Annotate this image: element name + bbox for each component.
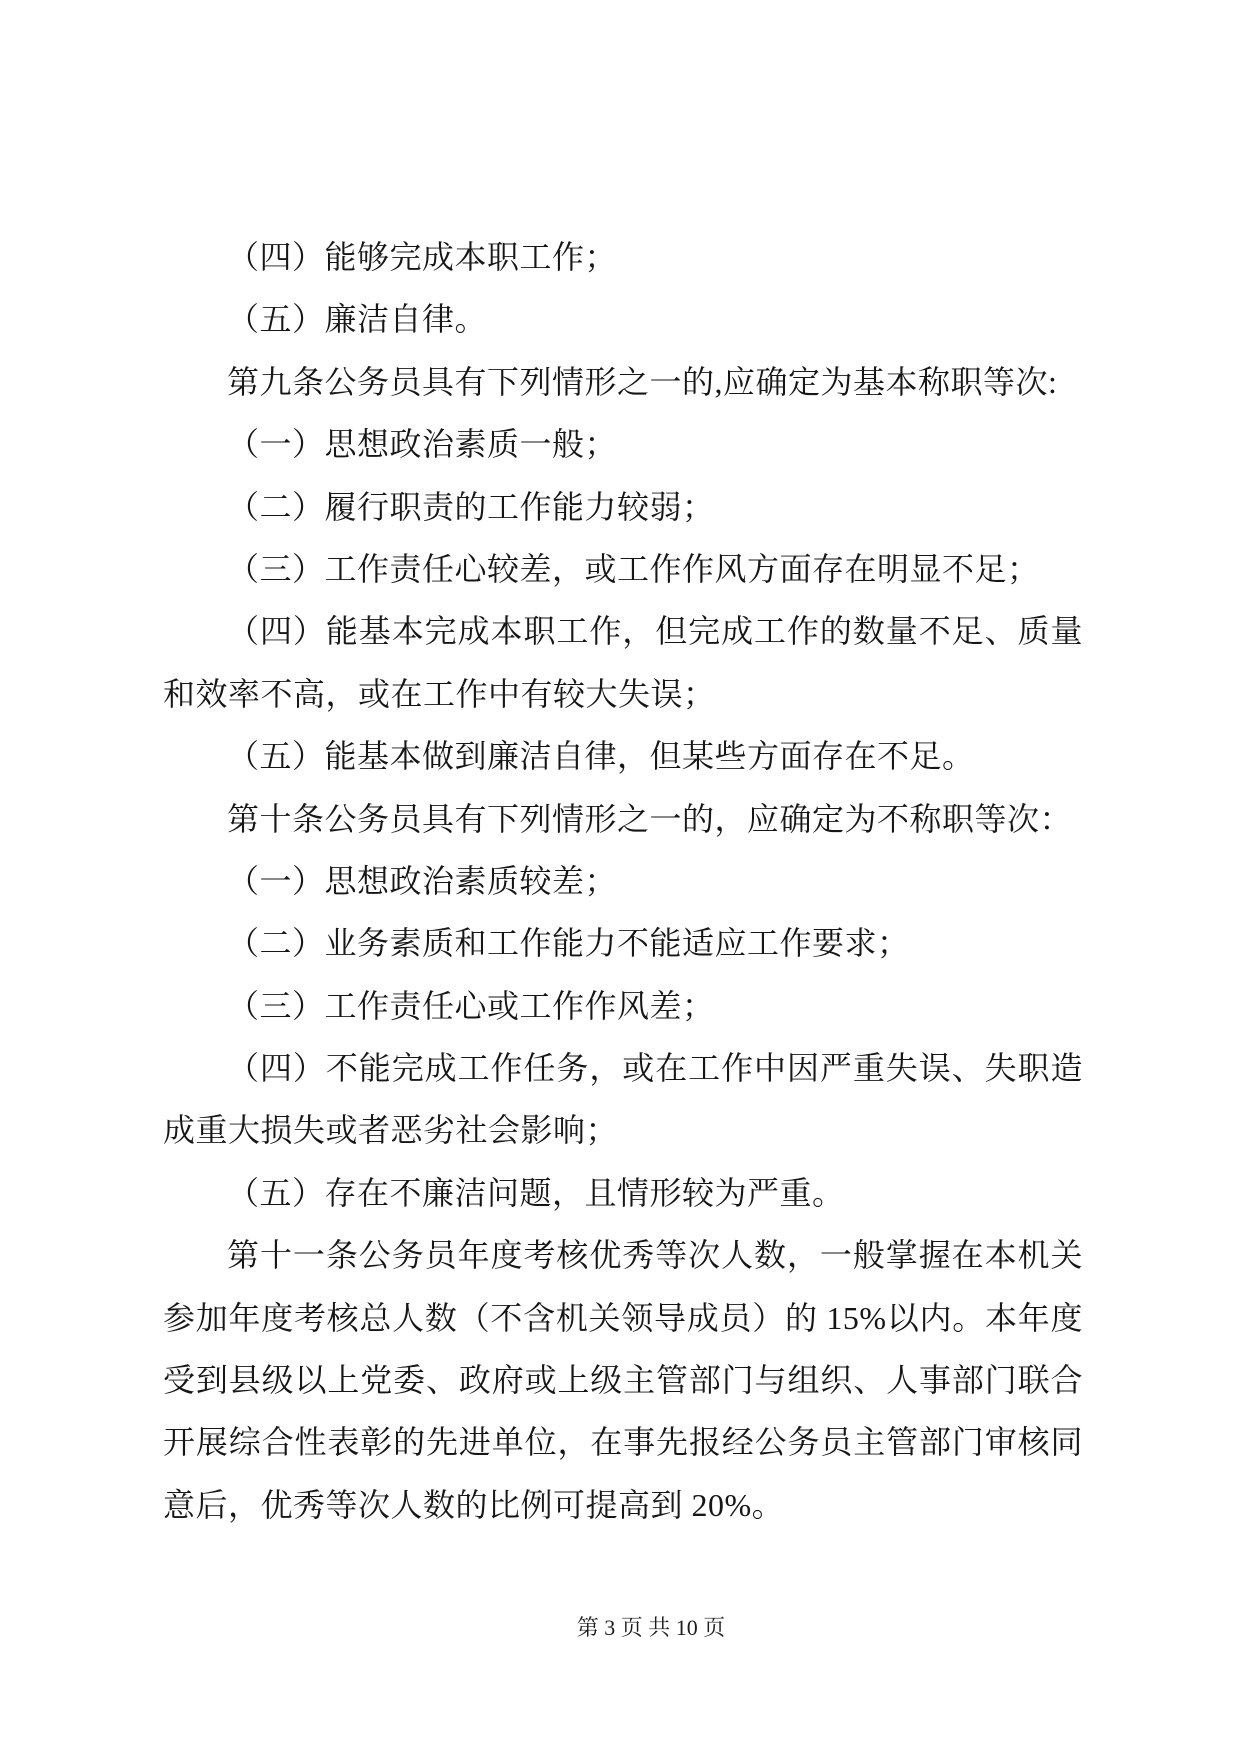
text-line: （一）思想政治素质较差；	[227, 862, 618, 899]
text-line: 第十一条公务员年度考核优秀等次人数，一般掌握在本机关	[227, 1237, 1083, 1274]
text-line: 开展综合性表彰的先进单位，在事先报经公务员主管部门审核同	[163, 1424, 1083, 1461]
text-line: （一）思想政治素质一般；	[227, 426, 618, 463]
text-line: 和效率不高，或在工作中有较大失误；	[163, 675, 716, 712]
text-line: （二）履行职责的工作能力较弱；	[227, 488, 715, 525]
text-line: （四）不能完成工作任务，或在工作中因严重失误、失职造	[227, 1050, 1083, 1087]
text-line: 参加年度考核总人数（不含机关领导成员）的 15%以内。本年度	[163, 1299, 1083, 1336]
text-line: （二）业务素质和工作能力不能适应工作要求；	[227, 925, 910, 962]
text-line: （四）能基本完成本职工作，但完成工作的数量不足、质量	[227, 613, 1083, 650]
text-line: 成重大损失或者恶劣社会影响；	[163, 1112, 619, 1149]
text-line: （三）工作责任心或工作作风差；	[227, 987, 715, 1024]
text-line: （三）工作责任心较差，或工作作风方面存在明显不足；	[227, 550, 1040, 587]
text-line: （四）能够完成本职工作；	[227, 239, 618, 275]
text-line: 第九条公务员具有下列情形之一的,应确定为基本称职等次:	[227, 363, 1058, 400]
text-line: 意后，优秀等次人数的比例可提高到 20%。	[163, 1486, 785, 1523]
text-line: （五）存在不廉洁问题，且情形较为严重。	[227, 1174, 845, 1211]
text-line: （五）能基本做到廉洁自律，但某些方面存在不足。	[227, 738, 975, 775]
page-footer	[163, 1612, 1083, 1644]
text-line: 第十条公务员具有下列情形之一的，应确定为不称职等次：	[227, 800, 1073, 837]
page-number: 第 3 页 共 10 页	[576, 1615, 726, 1640]
document-body	[163, 226, 1083, 1536]
text-line: 受到县级以上党委、政府或上级主管部门与组织、人事部门联合	[163, 1362, 1083, 1399]
text-line: （五）廉洁自律。	[227, 301, 488, 338]
